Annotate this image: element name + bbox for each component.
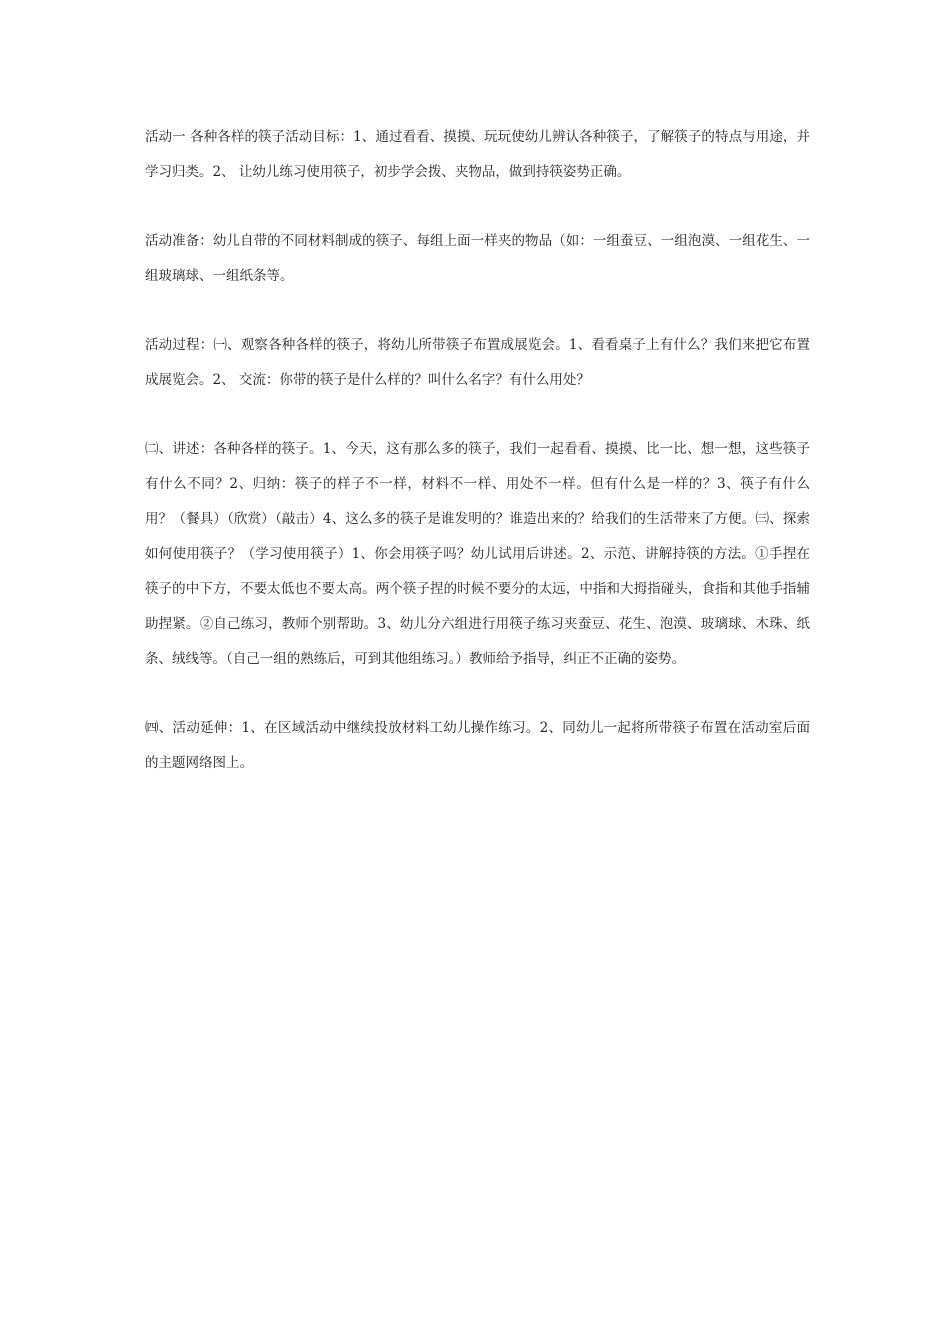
paragraph-activity-extension: ㈣、活动延伸：1、在区域活动中继续投放材料工幼儿操作练习。2、同幼儿一起将所带筷子布置在活动室后面的主题网络图上。 bbox=[145, 720, 810, 771]
paragraph-activity-preparation: 活动准备：幼儿自带的不同材料制成的筷子、每组上面一样夹的物品（如：一组蚕豆、一组泡漠、一组花生、一组玻璃球、一组纸条等。 bbox=[145, 233, 810, 284]
paragraph-narration-and-exploration: ㈡、讲述：各种各样的筷子。1、今天，这有那么多的筷子，我们一起看看、摸摸、比一比、想一想，这些筷子有什么不同？2、归纳：筷子的样子不一样，材料不一样、用处不一样。但有什么是一样的？3、筷子有什么用？（餐具）（欣赏）（敲击）4、这么多的筷子是谁发明的？谁造出来的？给我们的生活带来了方便。㈢、探索如何使用筷子？（学习使用筷子）1、你会用筷子吗？幼儿试用后讲述。2、示范、讲解持筷的方法。①手捏在筷子的中下方，不要太低也不要太高。两个筷子捏的时候不要分的太远，中指和大拇指碰头，食指和其他手指辅助捏紧。②自己练习，教师个别帮助。3、幼儿分六组进行用筷子练习夹蚕豆、花生、泡漠、玻璃球、木珠、纸条、绒线等。（自己一组的熟练后，可到其他组练习。）教师给予指导，纠正不正确的姿势。 bbox=[145, 441, 810, 667]
paragraph-activity-goals: 活动一 各种各样的筷子活动目标：1、通过看看、摸摸、玩玩使幼儿辨认各种筷子，了解筷子的特点与用途，并学习归类。2、 让幼儿练习使用筷子，初步学会拨、夹物品，做到持筷姿势正确。 bbox=[145, 129, 810, 180]
paragraph-activity-process: 活动过程：㈠、观察各种各样的筷子，将幼儿所带筷子布置成展览会。1、看看桌子上有什么？我们来把它布置成展览会。2、 交流：你带的筷子是什么样的？叫什么名字？有什么用处？ bbox=[145, 337, 810, 388]
document-body bbox=[145, 120, 810, 815]
